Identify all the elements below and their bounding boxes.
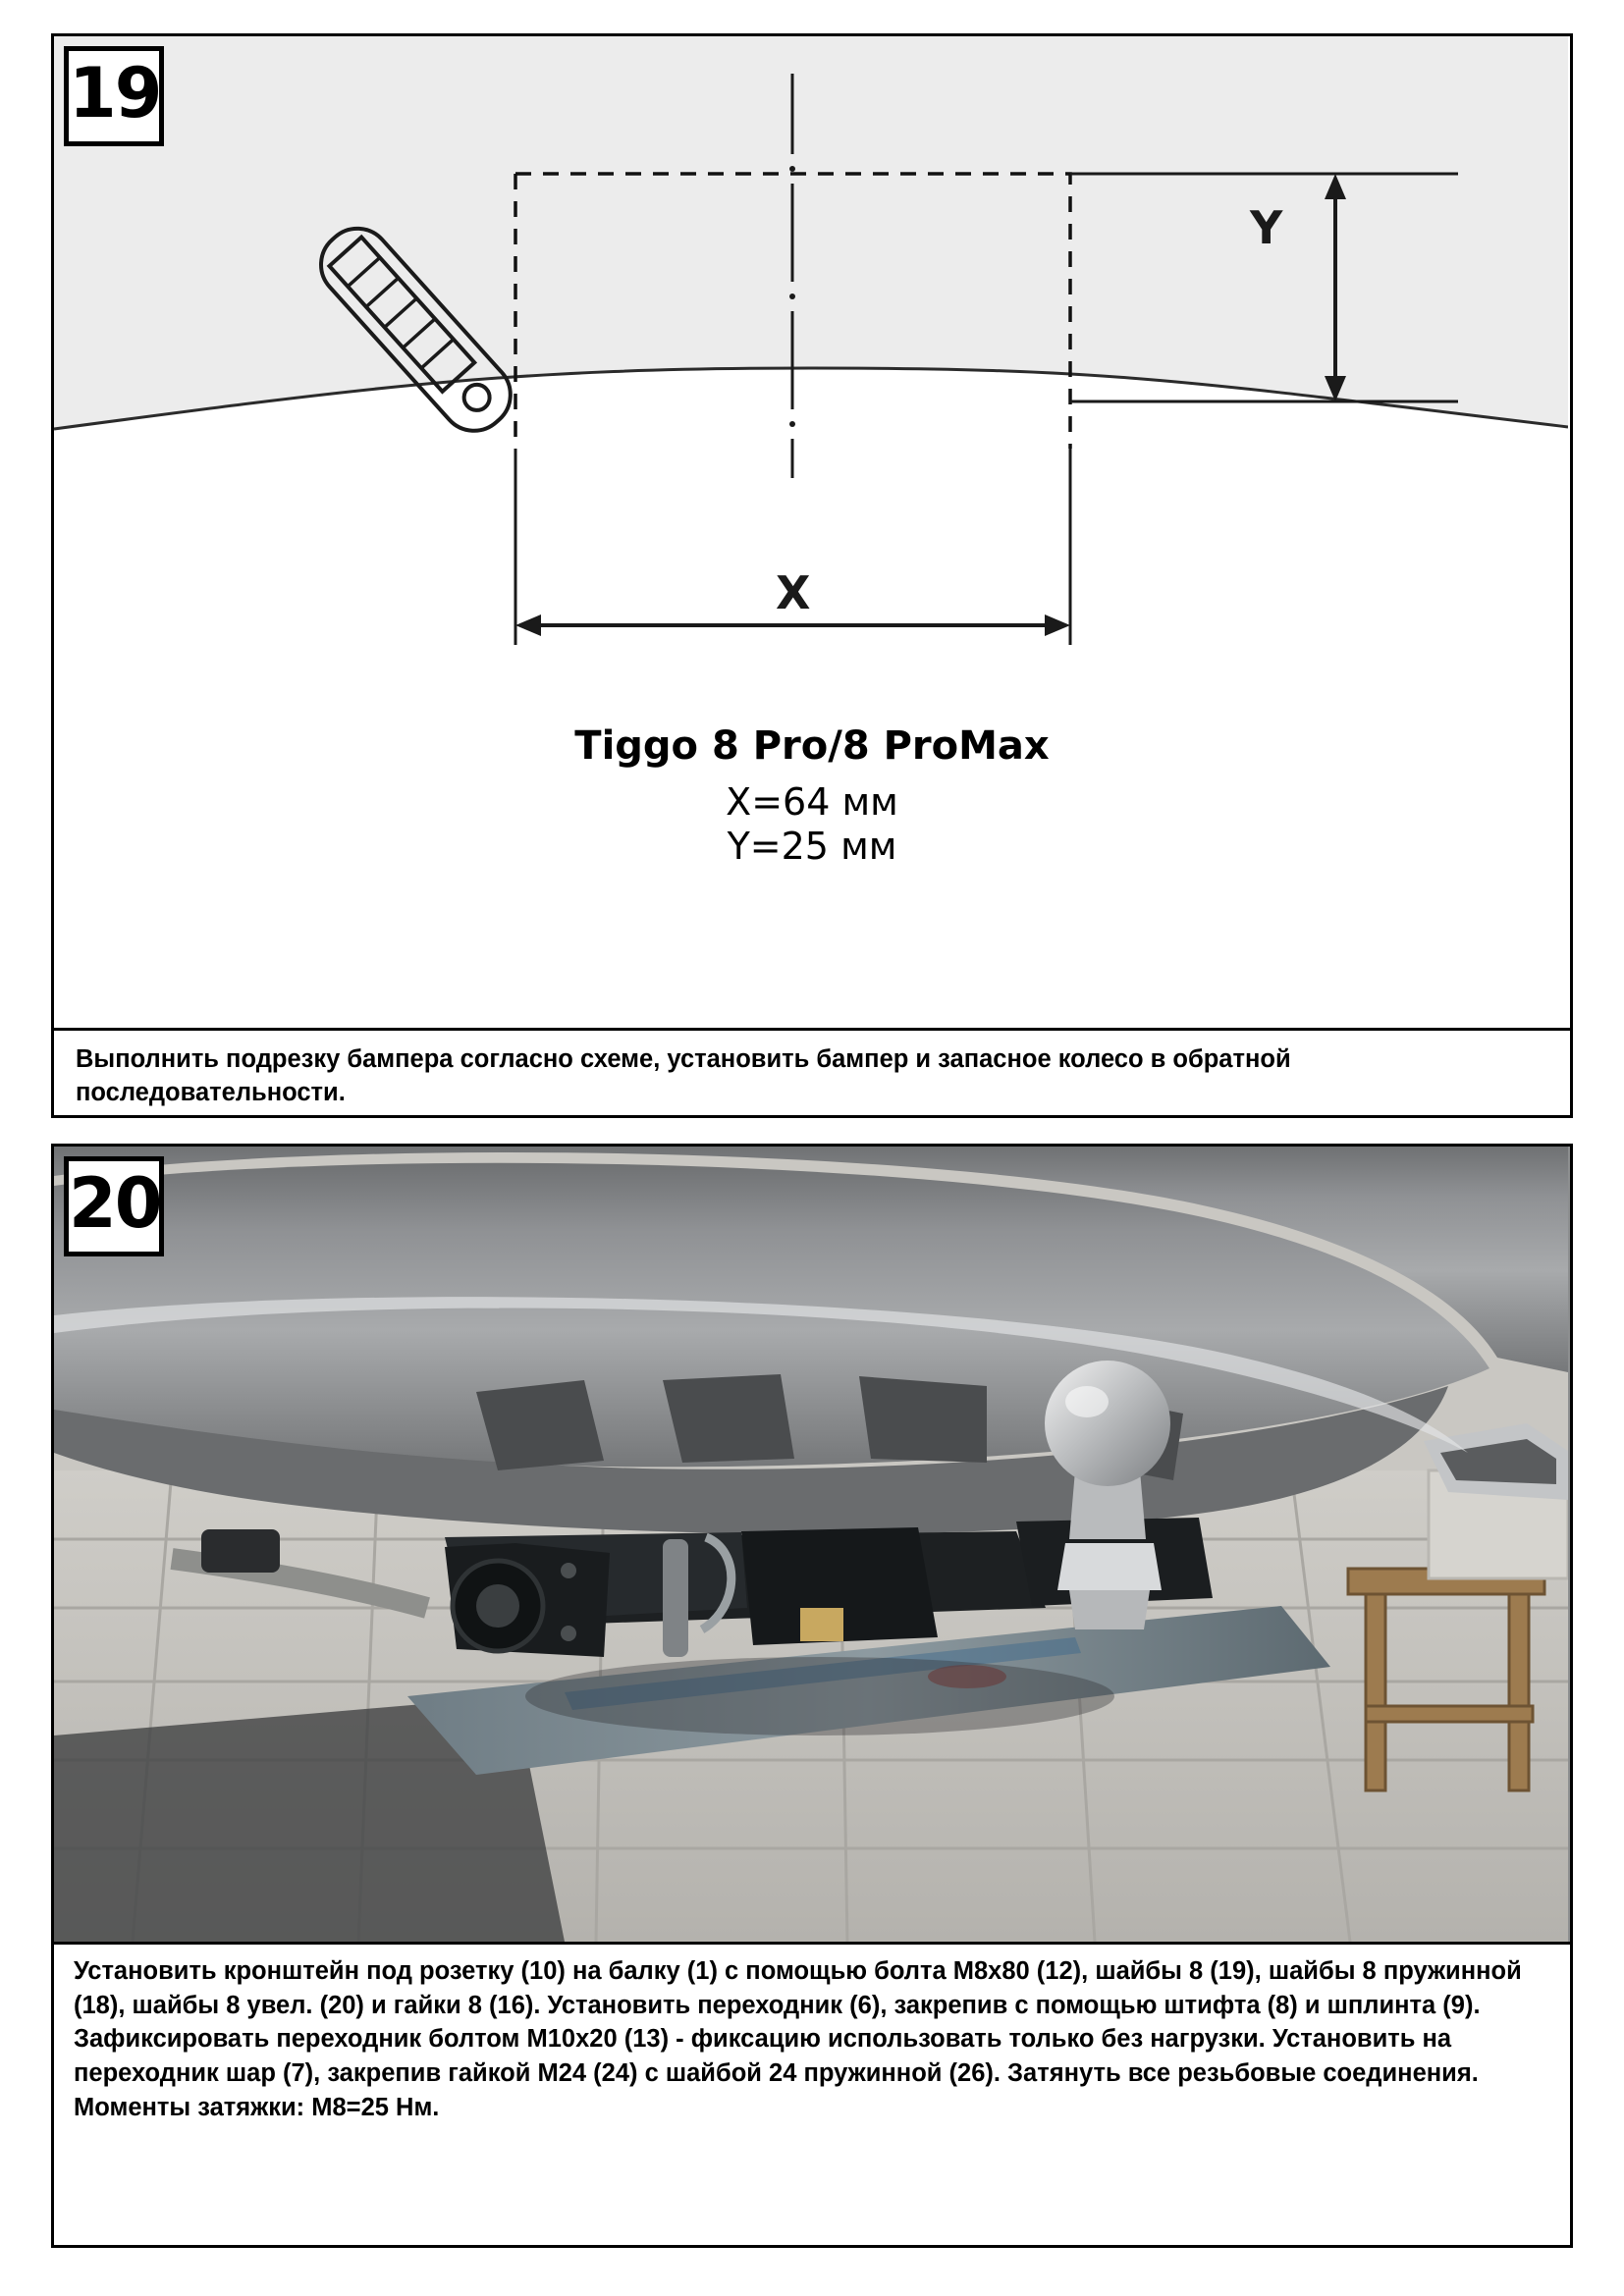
y-value: Y=25 мм <box>727 824 897 868</box>
step-19-caption: Выполнить подрезку бампера согласно схеме, установить бампер и запасное колесо в обратной последовательности. <box>54 1028 1570 1123</box>
step-20-caption: Установить кронштейн под розетку (10) на балку (1) с помощью болта М8х80 (12), шайбы 8 (19), шайбы 8 пружинной (18), шайбы 8 увел. (20) и гайки 8 (16). Установить переходник (6), закрепив с помощью штифта (8) и шплинта (9). Зафиксировать переходник болтом М10х20 (13) - фиксацию использовать только без нагрузки. Установить на переходник шар (7), закрепив гайкой М24 (24) с шайбой 24 пружинной (26). Затянуть все резьбовые соединения. Моменты затяжки: М8=25 Нм. <box>54 1942 1570 2134</box>
step-panel-19 <box>51 33 1573 1118</box>
bumper-cut-diagram <box>54 36 1570 1028</box>
step-panel-20 <box>51 1144 1573 2248</box>
x-value: X=64 мм <box>726 780 898 824</box>
model-spec-block <box>54 723 1570 869</box>
step-number-badge: 20 <box>64 1156 164 1256</box>
step-number-badge: 19 <box>64 46 164 146</box>
tow-hitch-installed-photo <box>54 1147 1570 1942</box>
model-name: Tiggo 8 Pro/8 ProMax <box>574 723 1050 769</box>
dimension-label-y: Y <box>1250 201 1283 254</box>
photo-content <box>54 1147 1568 1942</box>
dimension-label-x: X <box>776 566 811 619</box>
diagram-drawing <box>54 36 1568 1028</box>
